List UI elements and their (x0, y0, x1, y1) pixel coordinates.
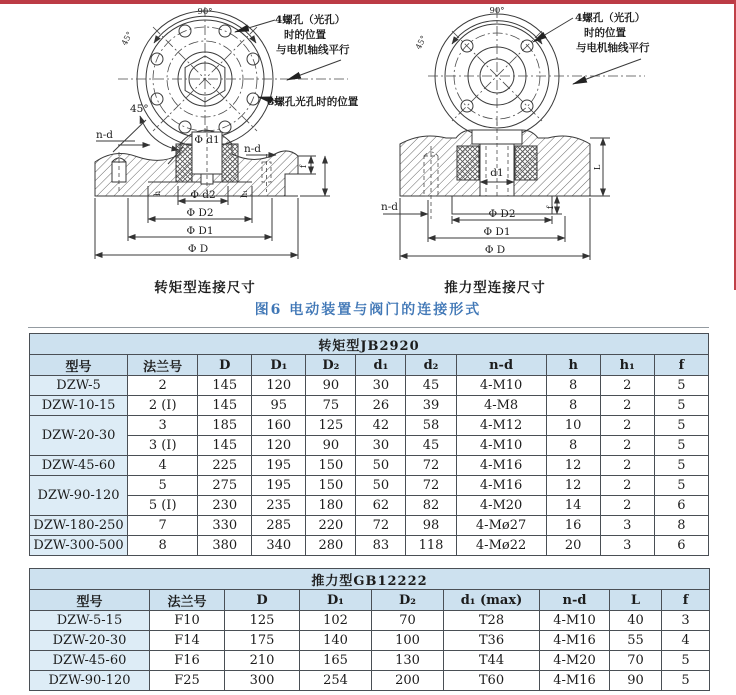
left-section-h-label: h (153, 190, 162, 196)
data-cell: 4-M20 (456, 496, 546, 516)
data-cell: 6 (654, 496, 708, 516)
data-cell: 195 (252, 476, 306, 496)
table-row (30, 671, 710, 691)
data-cell: 2 (600, 376, 654, 396)
data-cell: 2 (600, 396, 654, 416)
data-cell: 14 (546, 496, 600, 516)
data-cell: 83 (356, 536, 406, 556)
data-cell: 254 (300, 671, 372, 691)
figure6-technical-drawing (0, 4, 736, 276)
left-section-D-label: Φ D (187, 243, 209, 255)
table-row (30, 456, 709, 476)
model-cell: DZW-45-60 (30, 651, 150, 671)
data-cell: 280 (306, 536, 356, 556)
thrust-view-caption: 推力型连接尺寸 (444, 280, 546, 296)
left-view-angle-45-side: 45° (119, 30, 135, 47)
data-cell: 2 (128, 376, 198, 396)
data-cell: 5 (654, 436, 708, 456)
data-cell: 145 (198, 376, 252, 396)
data-cell: 90 (306, 436, 356, 456)
data-cell: 3 (662, 611, 710, 631)
table-title: 转矩型JB2920 (30, 334, 709, 355)
right-section-L-label: L (593, 164, 602, 170)
data-cell: 5 (654, 456, 708, 476)
data-cell: 39 (406, 396, 456, 416)
data-cell: 5 (654, 416, 708, 436)
header-row (30, 590, 710, 611)
data-cell: T28 (444, 611, 540, 631)
left-view-angle-45: 45° (130, 103, 149, 115)
data-cell: 285 (252, 516, 306, 536)
data-cell: T44 (444, 651, 540, 671)
data-cell: 200 (372, 671, 444, 691)
data-cell: 8 (128, 536, 198, 556)
torque-view-caption: 转矩型连接尺寸 (154, 280, 256, 296)
table-row (30, 476, 709, 496)
column-header: f (662, 590, 710, 611)
data-cell: 4-M16 (540, 671, 610, 691)
data-cell: 58 (406, 416, 456, 436)
data-cell: 8 (546, 376, 600, 396)
data-cell: T60 (444, 671, 540, 691)
data-cell: 98 (406, 516, 456, 536)
data-cell: F10 (150, 611, 225, 631)
data-cell: 4 (662, 631, 710, 651)
table-row (30, 496, 709, 516)
data-cell: 185 (198, 416, 252, 436)
data-cell: 5 (128, 476, 198, 496)
column-header: d₂ (406, 355, 456, 376)
data-cell: 90 (306, 376, 356, 396)
data-cell: 145 (198, 396, 252, 416)
data-cell: 120 (252, 436, 306, 456)
right-section-d1-label: d1 (490, 167, 504, 179)
data-cell: 90 (610, 671, 662, 691)
table-title: 推力型GB12222 (30, 569, 710, 590)
table-row (30, 631, 710, 651)
data-cell: 125 (306, 416, 356, 436)
right-section-nd-label: n-d (381, 201, 399, 213)
data-cell: 4-M20 (540, 651, 610, 671)
data-cell: 70 (372, 611, 444, 631)
data-cell: 5 (662, 671, 710, 691)
data-cell: 12 (546, 476, 600, 496)
data-cell: 7 (128, 516, 198, 536)
data-cell: 2 (600, 456, 654, 476)
right-view-angle-90: 90° (489, 6, 505, 16)
model-cell: DZW-20-30 (30, 631, 150, 651)
data-cell: 5 (654, 376, 708, 396)
left-section-d2-label: Φ d2 (190, 189, 216, 201)
left-section-h1-label: h₁ (240, 189, 249, 198)
column-header: f (654, 355, 708, 376)
data-cell: 4-M8 (456, 396, 546, 416)
data-cell: 72 (356, 516, 406, 536)
data-cell: 275 (198, 476, 252, 496)
data-cell: 5 (662, 651, 710, 671)
data-cell: 62 (356, 496, 406, 516)
data-cell: 4-M16 (456, 456, 546, 476)
column-header: D (198, 355, 252, 376)
data-cell: 82 (406, 496, 456, 516)
data-cell: 4-M10 (456, 376, 546, 396)
thrust-section-view (383, 122, 610, 260)
data-cell: 225 (198, 456, 252, 476)
column-header: D₂ (372, 590, 444, 611)
data-cell: 2 (I) (128, 396, 198, 416)
left-section-f-label: f (299, 165, 308, 168)
model-cell: DZW-90-120 (30, 671, 150, 691)
data-cell: 26 (356, 396, 406, 416)
model-cell: DZW-180-250 (30, 516, 128, 536)
data-cell: 235 (252, 496, 306, 516)
left-section-D1-label: Φ D1 (186, 225, 214, 237)
data-cell: 5 (654, 396, 708, 416)
data-cell: 10 (546, 416, 600, 436)
column-header: d₁ (max) (444, 590, 540, 611)
data-cell: 2 (600, 476, 654, 496)
right-view-angle-45-side: 45° (413, 34, 429, 51)
data-cell: 4-Mø22 (456, 536, 546, 556)
data-cell: 45 (406, 376, 456, 396)
data-cell: 70 (610, 651, 662, 671)
data-cell: 120 (252, 376, 306, 396)
model-cell: DZW-10-15 (30, 396, 128, 416)
right-view-note-2: 时的位置 (584, 27, 626, 39)
data-cell: 40 (610, 611, 662, 631)
right-section-D-label: Φ D (484, 244, 506, 256)
data-cell: 230 (198, 496, 252, 516)
data-cell: 45 (406, 436, 456, 456)
data-cell: 12 (546, 456, 600, 476)
data-cell: 4 (128, 456, 198, 476)
column-header: 法兰号 (128, 355, 198, 376)
column-header: D₂ (306, 355, 356, 376)
data-cell: 145 (198, 436, 252, 456)
right-view-note-1: 4螺孔（光孔） (575, 12, 646, 24)
data-cell: 50 (356, 476, 406, 496)
data-cell: 210 (225, 651, 300, 671)
table-row (30, 651, 710, 671)
table-row (30, 516, 709, 536)
left-section-D2-label: Φ D2 (186, 207, 214, 219)
column-header: 法兰号 (150, 590, 225, 611)
data-cell: 4-M10 (456, 436, 546, 456)
left-section-nd-label-2: n-d (244, 143, 262, 155)
data-cell: 102 (300, 611, 372, 631)
model-cell: DZW-5-15 (30, 611, 150, 631)
data-cell: 75 (306, 396, 356, 416)
header-row (30, 355, 709, 376)
data-cell: 125 (225, 611, 300, 631)
table-row (30, 536, 709, 556)
column-header: L (610, 590, 662, 611)
column-header: n-d (540, 590, 610, 611)
data-cell: 195 (252, 456, 306, 476)
data-cell: 160 (252, 416, 306, 436)
data-cell: 72 (406, 456, 456, 476)
column-header: h₁ (600, 355, 654, 376)
data-cell: 220 (306, 516, 356, 536)
left-section-d1-label: Φ d1 (194, 134, 220, 146)
left-view-note-3: 与电机轴线平行 (276, 44, 350, 56)
data-cell: 50 (356, 456, 406, 476)
table-row (30, 611, 710, 631)
data-cell: 4-M12 (456, 416, 546, 436)
torque-spec-table (29, 333, 709, 556)
left-view-note-2: 时的位置 (284, 29, 326, 41)
right-section-f-label: f (546, 206, 555, 209)
table-row (30, 416, 709, 436)
data-cell: 20 (546, 536, 600, 556)
data-cell: T36 (444, 631, 540, 651)
data-cell: 2 (600, 416, 654, 436)
data-cell: 2 (600, 496, 654, 516)
data-cell: 4-Mø27 (456, 516, 546, 536)
data-cell: 30 (356, 436, 406, 456)
model-cell: DZW-45-60 (30, 456, 128, 476)
column-header: D (225, 590, 300, 611)
data-cell: 180 (306, 496, 356, 516)
data-cell: 5 (I) (128, 496, 198, 516)
column-header: h (546, 355, 600, 376)
table-row (30, 396, 709, 416)
right-section-D2-label: Φ D2 (488, 208, 516, 220)
thrust-spec-table (29, 568, 710, 691)
data-cell: 4-M16 (540, 631, 610, 651)
data-cell: 4-M16 (456, 476, 546, 496)
data-cell: 130 (372, 651, 444, 671)
data-cell: 2 (600, 436, 654, 456)
column-header: 型号 (30, 355, 128, 376)
left-section-nd-label-1: n-d (96, 129, 114, 141)
data-cell: 8 (654, 516, 708, 536)
data-cell: 4-M10 (540, 611, 610, 631)
data-cell: 340 (252, 536, 306, 556)
figure-caption: 图6 电动装置与阀门的连接形式 (254, 302, 482, 318)
column-header: D₁ (252, 355, 306, 376)
data-cell: 55 (610, 631, 662, 651)
data-cell: 165 (300, 651, 372, 671)
data-cell: 16 (546, 516, 600, 536)
left-view-note-4: 8螺孔光孔时的位置 (267, 96, 359, 108)
table-row (30, 376, 709, 396)
data-cell: F16 (150, 651, 225, 671)
section-divider (28, 327, 709, 328)
data-cell: 380 (198, 536, 252, 556)
model-cell: DZW-300-500 (30, 536, 128, 556)
data-cell: 72 (406, 476, 456, 496)
column-header: n-d (456, 355, 546, 376)
model-cell: DZW-90-120 (30, 476, 128, 516)
right-view-note-3: 与电机轴线平行 (576, 42, 650, 54)
data-cell: 6 (654, 536, 708, 556)
left-view-angle-90: 90° (197, 7, 213, 17)
data-cell: 8 (546, 436, 600, 456)
column-header: D₁ (300, 590, 372, 611)
data-cell: 100 (372, 631, 444, 651)
data-cell: 140 (300, 631, 372, 651)
data-cell: 330 (198, 516, 252, 536)
data-cell: 118 (406, 536, 456, 556)
data-cell: 5 (654, 476, 708, 496)
data-cell: 30 (356, 376, 406, 396)
right-section-D1-label: Φ D1 (483, 226, 511, 238)
model-cell: DZW-20-30 (30, 416, 128, 456)
data-cell: 3 (600, 516, 654, 536)
data-cell: 175 (225, 631, 300, 651)
data-cell: 3 (600, 536, 654, 556)
model-cell: DZW-5 (30, 376, 128, 396)
data-cell: F25 (150, 671, 225, 691)
data-cell: 3 (I) (128, 436, 198, 456)
column-header: 型号 (30, 590, 150, 611)
column-header: d₁ (356, 355, 406, 376)
data-cell: 42 (356, 416, 406, 436)
data-cell: 150 (306, 476, 356, 496)
data-cell: 8 (546, 396, 600, 416)
left-view-note-1: 4螺孔（光孔） (275, 14, 346, 26)
data-cell: F14 (150, 631, 225, 651)
data-cell: 3 (128, 416, 198, 436)
data-cell: 95 (252, 396, 306, 416)
table-row (30, 436, 709, 456)
data-cell: 150 (306, 456, 356, 476)
data-cell: 300 (225, 671, 300, 691)
